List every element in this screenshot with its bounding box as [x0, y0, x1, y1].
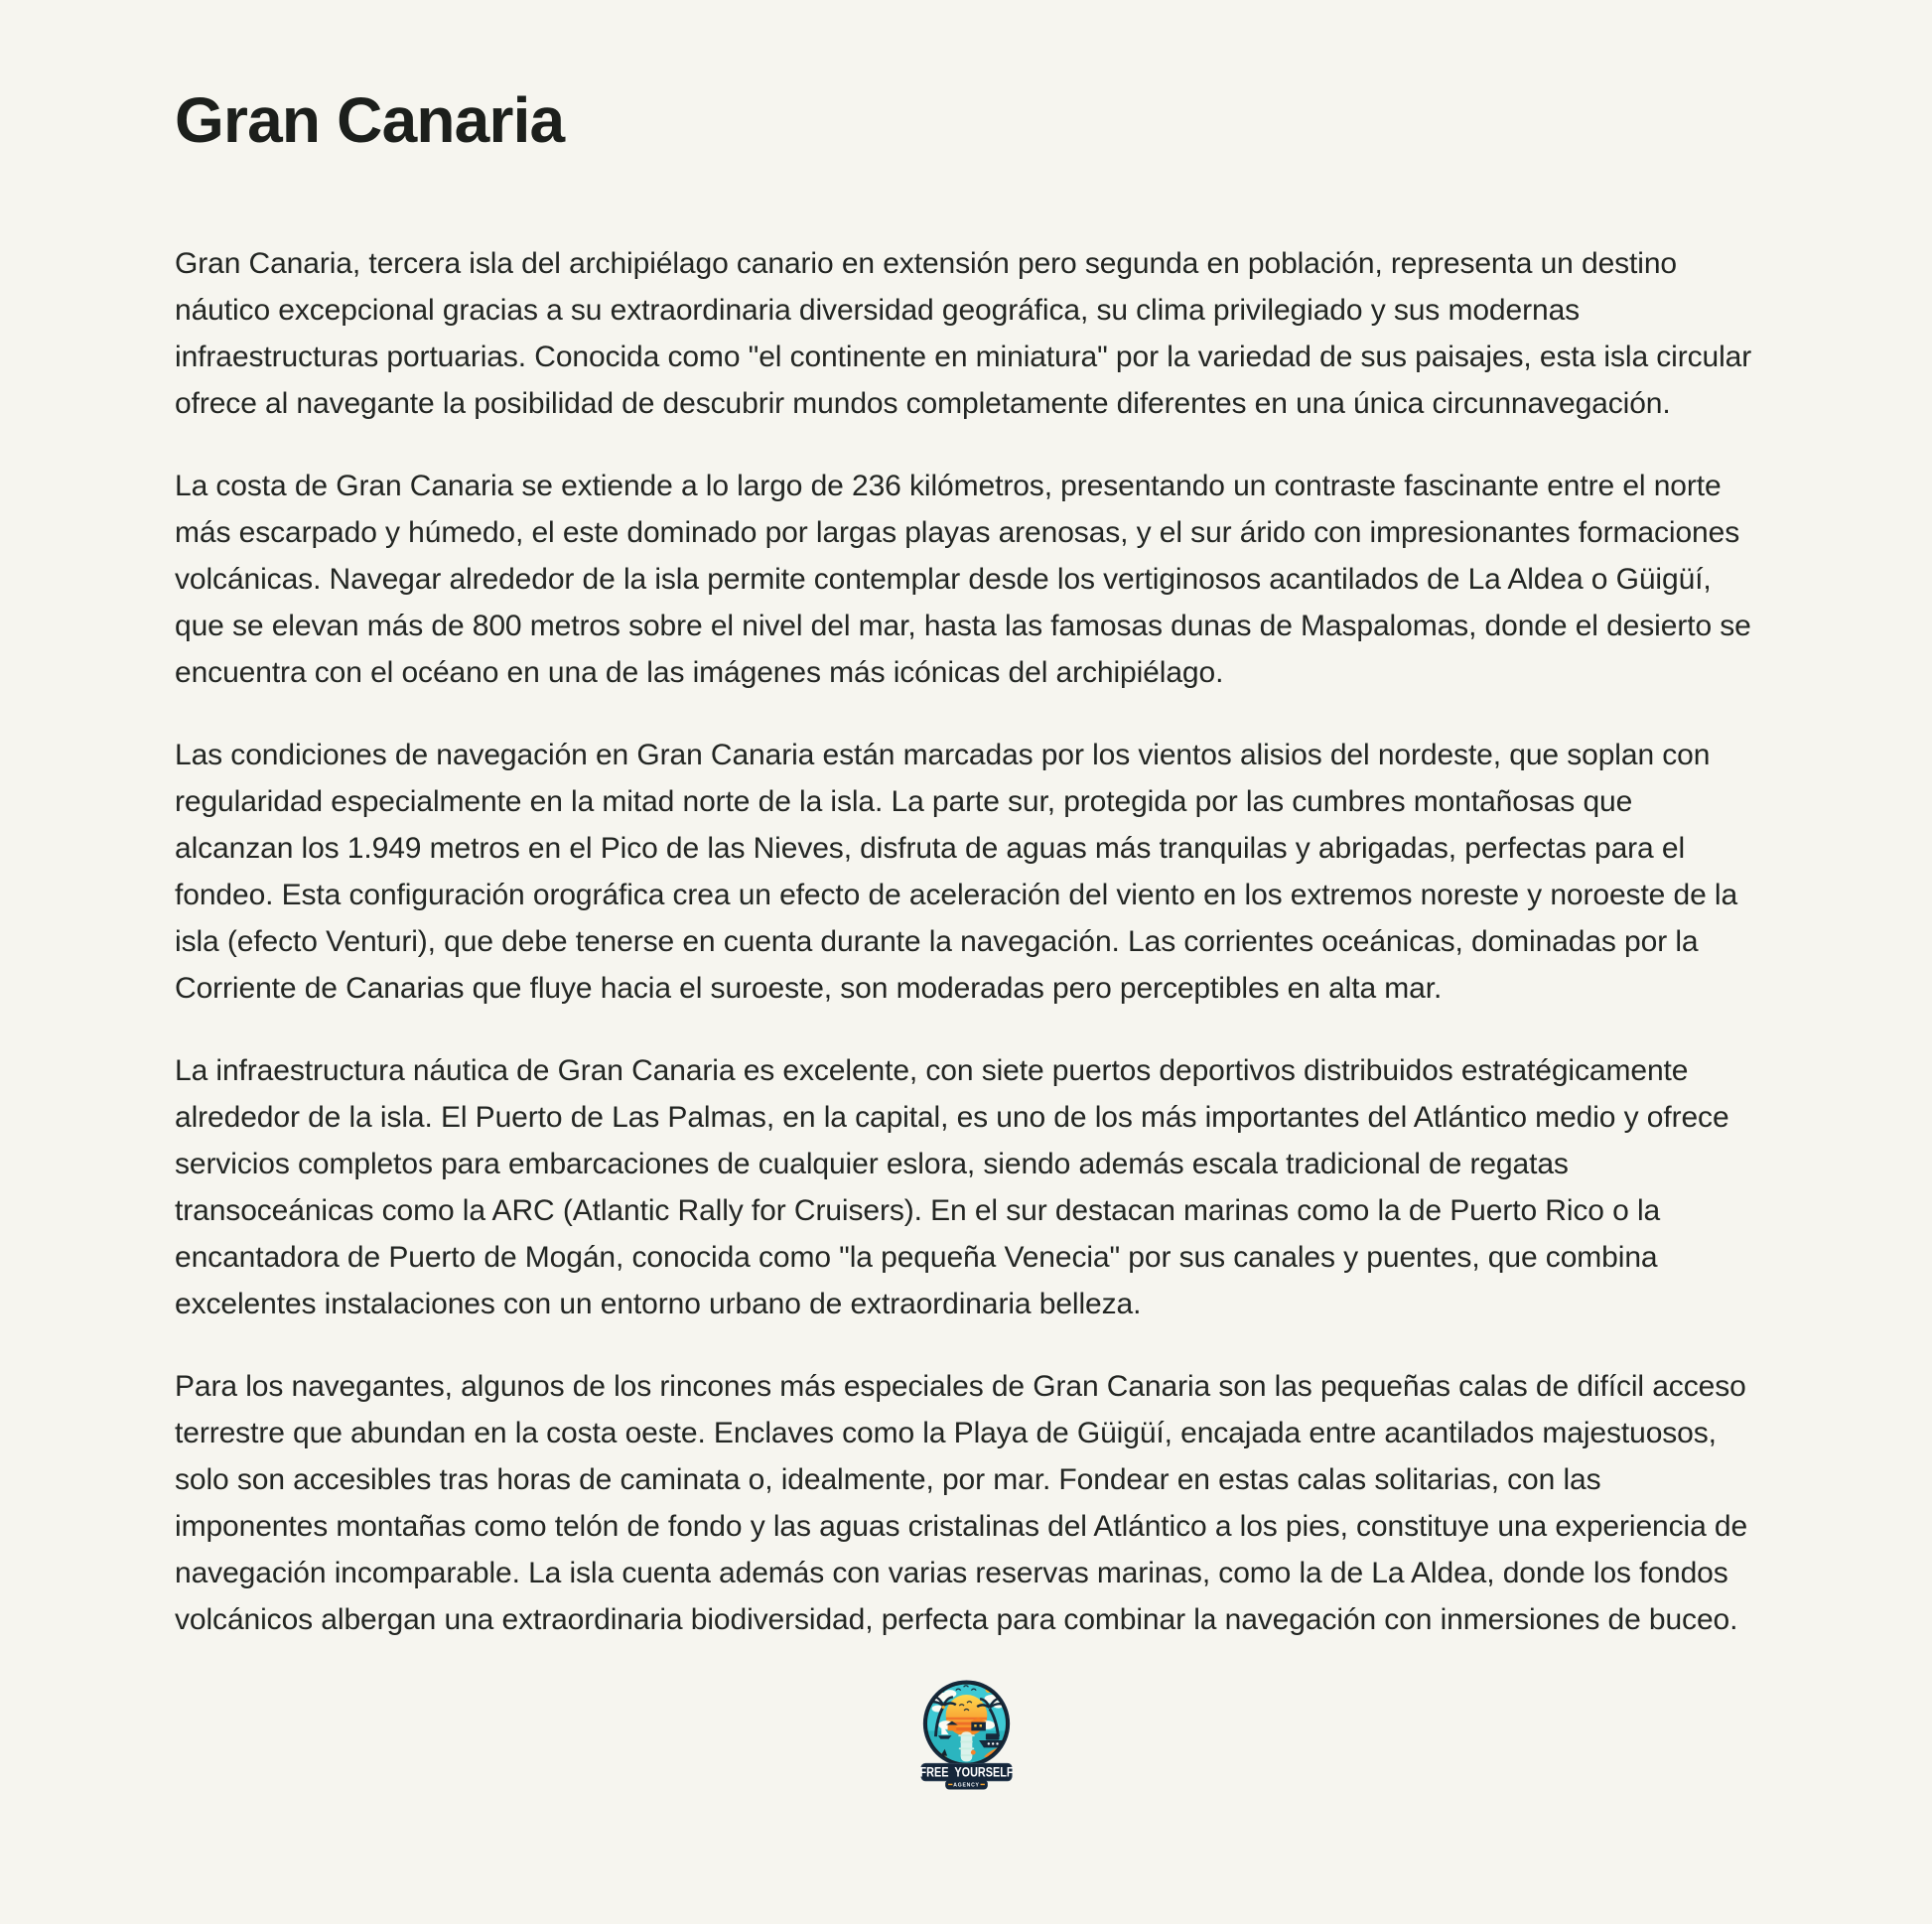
- paragraph-coast: La costa de Gran Canaria se extiende a lo largo de 236 kilómetros, presentando un contraste fascinante entre el norte más escarpado y húmedo, el este dominado por largas playas arenosas, y el sur árido con impresionantes formaciones volcánicas. Navegar alrededor de la isla permite contemplar desde los vertiginosos acantilados de La Aldea o Güigüí, que se elevan más de 800 metros sobre el nivel del mar, hasta las famosas dunas de Maspalomas, donde el desierto se encuentra con el océano en una de las imágenes más icónicas del archipiélago.: [175, 469, 1751, 689]
- coconut-dot: [941, 1705, 944, 1708]
- paragraph-conditions: Las condiciones de navegación en Gran Canaria están marcadas por los vientos alisios del nordeste, que soplan con regularidad especialmente en la mitad norte de la isla. La parte sur, protegida por las cumbres montañosas que alcanzan los 1.949 metros en el Pico de las Nieves, disfruta de aguas más tranquilas y abrigadas, perfectas para el fondeo. Esta configuración orográfica crea un efecto de aceleración del viento en los extremos noreste y noroeste de la isla (efecto Venturi), que debe tenerse en cuenta durante la navegación. Las corrientes oceánicas, dominadas por la Corriente de Canarias que fluye hacia el suroeste, son moderadas pero perceptibles en alta mar.: [175, 738, 1738, 1005]
- sun-reflection: [958, 1731, 974, 1761]
- logo-container: [175, 1679, 1757, 1790]
- page-title: Gran Canaria: [175, 84, 565, 156]
- logo-sub-banner: [945, 1779, 988, 1789]
- beach-scene: [921, 1680, 1010, 1766]
- agency-logo-icon: [918, 1679, 1015, 1790]
- paragraph-anchorages: Para los navegantes, algunos de los rincones más especiales de Gran Canaria son las pequeñas calas de difícil acceso terrestre que abundan en la costa oeste. Enclaves como la Playa de Güigüí, encajada entre acantilados majestuosos, solo son accesibles tras horas de caminata o, idealmente, por mar. Fondear en estas calas solitarias, con las imponentes montañas como telón de fondo y las aguas cristalinas del Atlántico a los pies, constituye una experiencia de navegación incomparable. La isla cuenta además con varias reservas marinas, como la de La Aldea, donde los fondos volcánicos albergan una extraordinaria biodiversidad, perfecta para combinar la navegación con inmersiones de buceo.: [175, 1369, 1748, 1636]
- logo-banner-text: FREE YOURSELF: [919, 1763, 1013, 1780]
- paragraph-intro: Gran Canaria, tercera isla del archipiélago canario en extensión pero segunda en población, representa un destino náutico excepcional gracias a su extraordinaria diversidad geográfica, su clima privilegiado y sus modernas infraestructuras portuarias. Conocida como "el continente en miniatura" por la variedad de sus paisajes, esta isla circular ofrece al navegante la posibilidad de descubrir mundos completamente diferentes en una única circunnavegación.: [175, 246, 1752, 420]
- logo-sub-text: AGENCY: [952, 1782, 980, 1789]
- article-body: [175, 240, 1757, 1643]
- paragraph-infrastructure: La infraestructura náutica de Gran Canaria es excelente, con siete puertos deportivos distribuidos estratégicamente alrededor de la isla. El Puerto de Las Palmas, en la capital, es uno de los más importantes del Atlántico medio y ofrece servicios completos para embarcaciones de cualquier eslora, siendo además escala tradicional de regatas transoceánicas como la ARC (Atlantic Rally for Cruisers). En el sur destacan marinas como la de Puerto Rico o la encantadora de Puerto de Mogán, conocida como "la pequeña Venecia" por sus canales y puentes, que combina excelentes instalaciones con un entorno urbano de extraordinaria belleza.: [175, 1053, 1729, 1320]
- banner-dash-right: [980, 1783, 984, 1784]
- banner-dash-left: [948, 1783, 952, 1784]
- buoy-icon: [970, 1749, 975, 1754]
- logo-banner: [919, 1763, 1013, 1780]
